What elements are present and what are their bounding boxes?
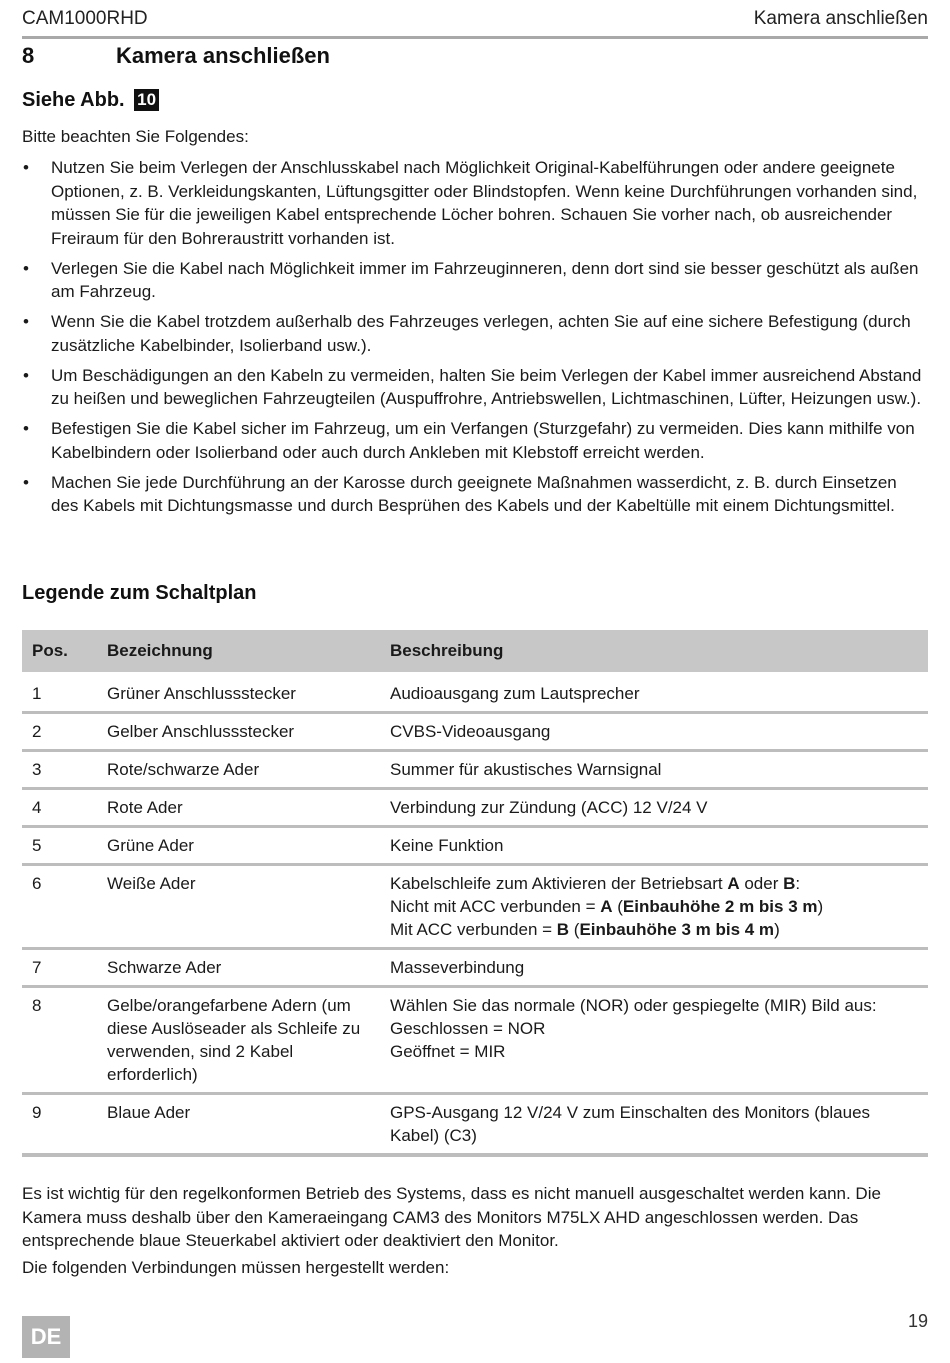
figure-reference-label: Siehe Abb. — [22, 89, 125, 111]
cell-name: Grüner Anschlussstecker — [97, 674, 380, 713]
table-row — [22, 751, 928, 789]
chapter-title: Kamera anschließen — [116, 43, 330, 68]
table-row — [22, 987, 928, 1094]
figure-number-badge: 10 — [134, 89, 159, 111]
cell-pos: 9 — [22, 1094, 97, 1156]
list-item: • Wenn Sie die Kabel trotzdem außerhalb des Fahrzeuges verlegen, achten Sie auf eine sichere Befestigung (durch zusätzliche Kabelbinder, Isolierband usw.). — [23, 312, 911, 355]
desc-line: Kabelschleife zum Aktivieren der Betriebsart A oder B: — [390, 874, 801, 893]
legend-title: Legende zum Schaltplan — [22, 582, 257, 604]
chapter-number: 8 — [22, 43, 35, 68]
desc-line: Mit ACC verbunden = B (Einbauhöhe 3 m bis 4 m) — [390, 920, 780, 939]
desc-line: Geöffnet = MIR — [390, 1042, 506, 1061]
product-model: CAM1000RHD — [22, 8, 148, 29]
table-row — [22, 713, 928, 751]
desc-line: Geschlossen = NOR — [390, 1019, 546, 1038]
desc-line: Wählen Sie das normale (NOR) oder gespiegelte (MIR) Bild aus: — [390, 996, 877, 1015]
cell-pos: 4 — [22, 789, 97, 827]
cell-pos: 8 — [22, 987, 97, 1094]
cell-name: Schwarze Ader — [97, 949, 380, 987]
table-row — [22, 827, 928, 865]
cell-desc — [380, 987, 928, 1094]
bullet-icon: • — [23, 158, 29, 177]
cell-pos: 6 — [22, 865, 97, 949]
cell-name: Blaue Ader — [97, 1094, 380, 1156]
cell-pos: 5 — [22, 827, 97, 865]
cell-desc: Verbindung zur Zündung (ACC) 12 V/24 V — [380, 789, 928, 827]
cell-pos: 2 — [22, 713, 97, 751]
cell-desc: Keine Funktion — [380, 827, 928, 865]
bullet-icon: • — [23, 419, 29, 438]
chapter-running-title: Kamera anschließen — [753, 8, 928, 29]
cell-pos: 1 — [22, 674, 97, 713]
cell-desc: GPS-Ausgang 12 V/24 V zum Einschalten des Monitors (blaues Kabel) (C3) — [380, 1094, 928, 1156]
cell-name: Gelbe/orangefarbene Adern (um diese Auslöseader als Schleife zu verwenden, sind 2 Kabel erforderlich) — [97, 987, 380, 1094]
table-row — [22, 674, 928, 713]
cell-desc: Audioausgang zum Lautsprecher — [380, 674, 928, 713]
cell-name: Gelber Anschlussstecker — [97, 713, 380, 751]
chapter-heading — [22, 43, 330, 69]
section-heading — [22, 89, 159, 112]
intro-text: Bitte beachten Sie Folgendes: — [22, 127, 249, 146]
list-item: • Machen Sie jede Durchführung an der Karosse durch geeignete Maßnahmen wasserdicht, z. B. durch Einsetzen des Kabels mit Dichtungsmasse und durch Besprühen des Kabels und der Kabeltülle mit einem Dichtungsmittel. — [23, 472, 897, 515]
cell-desc: CVBS-Videoausgang — [380, 713, 928, 751]
bullet-icon: • — [23, 472, 29, 492]
cell-name: Weiße Ader — [97, 865, 380, 949]
desc-line: Nicht mit ACC verbunden = A (Einbauhöhe 2 m bis 3 m) — [390, 897, 824, 916]
column-header-pos: Pos. — [22, 630, 97, 674]
column-header-name: Bezeichnung — [97, 630, 380, 674]
table-row — [22, 789, 928, 827]
cell-name: Grüne Ader — [97, 827, 380, 865]
list-item: • Verlegen Sie die Kabel nach Möglichkeit immer im Fahrzeuginneren, denn dort sind sie besser geschützt als außen am Fahrzeug. — [23, 258, 919, 301]
cell-desc — [380, 865, 928, 949]
language-badge: DE — [22, 1316, 70, 1358]
list-item: • Nutzen Sie beim Verlegen der Anschlusskabel nach Möglichkeit Original-Kabelführungen oder andere geeignete Optionen, z. B. Verkleidungskanten, Lüftungsgitter oder Blindstopfen. Wenn keine Durchführungen vorhanden sind, müssen Sie für die jeweiligen Kabel entsprechende Löcher bohren. Schauen Sie vorher nach, ob ausreichender Freiraum für den Bohreraustritt vorhanden ist. — [23, 158, 918, 248]
table-row — [22, 865, 928, 949]
bullet-icon: • — [23, 258, 29, 278]
cell-pos: 7 — [22, 949, 97, 987]
table-header-row — [22, 630, 928, 674]
column-header-desc: Beschreibung — [380, 630, 928, 674]
installation-notes-list — [22, 156, 928, 524]
cell-name: Rote Ader — [97, 789, 380, 827]
cell-pos: 3 — [22, 751, 97, 789]
cell-desc: Summer für akustisches Warnsignal — [380, 751, 928, 789]
body-paragraph: Die folgenden Verbindungen müssen hergestellt werden: — [22, 1258, 450, 1277]
bullet-icon: • — [23, 312, 29, 331]
list-item: • Befestigen Sie die Kabel sicher im Fahrzeug, um ein Verfangen (Sturzgefahr) zu vermeiden. Dies kann mithilfe von Kabelbindern oder Isolierband oder auch durch Ankleben mit Klebstoff erreicht werden. — [23, 419, 915, 462]
list-item: • Um Beschädigungen an den Kabeln zu vermeiden, halten Sie beim Verlegen der Kabel immer ausreichend Abstand zu heißen und beweglichen Fahrzeugteilen (Auspuffrohre, Antriebswellen, Lichtmaschinen, Lüfter, Heizungen usw.). — [23, 365, 922, 408]
running-header — [22, 8, 928, 39]
cell-desc: Masseverbindung — [380, 949, 928, 987]
wiring-legend-table — [22, 630, 928, 1157]
page-number: 19 — [907, 1311, 928, 1331]
bullet-icon: • — [23, 365, 29, 385]
table-row — [22, 1094, 928, 1156]
body-paragraph: Es ist wichtig für den regelkonformen Betrieb des Systems, dass es nicht manuell ausgeschaltet werden kann. Die Kamera muss deshalb über den Kameraeingang CAM3 des Monitors M75LX AHD angeschlossen werden. Das entsprechende blaue Steuerkabel aktiviert oder deaktiviert den Monitor. — [22, 1184, 881, 1250]
cell-name: Rote/schwarze Ader — [97, 751, 380, 789]
table-row — [22, 949, 928, 987]
